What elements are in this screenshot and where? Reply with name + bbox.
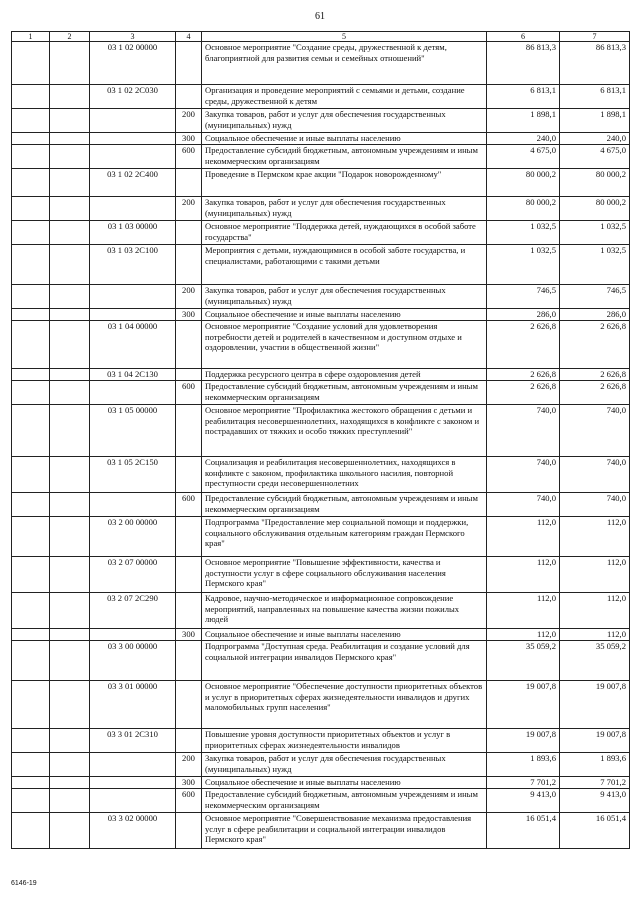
cell-expense-type: 600 (176, 493, 202, 517)
cell-target-code: 03 3 01 00000 (90, 681, 176, 729)
cell-name: Социальное обеспечение и иные выплаты населению (202, 629, 487, 641)
cell-target-code: 03 3 02 00000 (90, 813, 176, 849)
cell-amount-2: 112,0 (560, 593, 630, 629)
cell-col-2 (50, 681, 90, 729)
cell-expense-type (176, 221, 202, 245)
cell-expense-type (176, 405, 202, 457)
cell-amount-1: 1 898,1 (487, 109, 560, 133)
cell-target-code: 03 1 05 00000 (90, 405, 176, 457)
footer-code: 6146-19 (11, 880, 37, 887)
cell-col-1 (12, 245, 50, 285)
cell-amount-1: 112,0 (487, 557, 560, 593)
cell-expense-type (176, 681, 202, 729)
cell-col-1 (12, 777, 50, 789)
cell-expense-type: 200 (176, 109, 202, 133)
cell-col-2 (50, 457, 90, 493)
cell-col-1 (12, 309, 50, 321)
cell-expense-type: 200 (176, 197, 202, 221)
cell-expense-type: 600 (176, 145, 202, 169)
cell-expense-type (176, 517, 202, 557)
cell-target-code (90, 381, 176, 405)
cell-amount-2: 80 000,2 (560, 169, 630, 197)
table-row (12, 369, 630, 381)
cell-amount-1: 740,0 (487, 405, 560, 457)
cell-amount-1: 240,0 (487, 133, 560, 145)
cell-amount-2: 9 413,0 (560, 789, 630, 813)
cell-expense-type (176, 641, 202, 681)
cell-amount-2: 19 007,8 (560, 729, 630, 753)
cell-col-2 (50, 109, 90, 133)
cell-target-code (90, 197, 176, 221)
cell-col-2 (50, 381, 90, 405)
cell-amount-1: 2 626,8 (487, 321, 560, 369)
cell-name: Закупка товаров, работ и услуг для обеспечения государственных (муниципальных) нужд (202, 285, 487, 309)
cell-col-2 (50, 285, 90, 309)
cell-expense-type: 300 (176, 309, 202, 321)
table-row (12, 221, 630, 245)
cell-expense-type (176, 42, 202, 85)
cell-amount-1: 80 000,2 (487, 169, 560, 197)
cell-name: Закупка товаров, работ и услуг для обеспечения государственных (муниципальных) нужд (202, 109, 487, 133)
cell-expense-type: 600 (176, 381, 202, 405)
cell-amount-1: 112,0 (487, 593, 560, 629)
column-header-1: 1 (12, 32, 50, 42)
table-row (12, 85, 630, 109)
cell-amount-2: 1 898,1 (560, 109, 630, 133)
cell-col-1 (12, 557, 50, 593)
table-row (12, 309, 630, 321)
cell-amount-2: 80 000,2 (560, 197, 630, 221)
cell-col-1 (12, 405, 50, 457)
cell-amount-2: 16 051,4 (560, 813, 630, 849)
cell-col-2 (50, 813, 90, 849)
cell-expense-type (176, 169, 202, 197)
cell-expense-type (176, 85, 202, 109)
cell-amount-2: 1 032,5 (560, 221, 630, 245)
cell-amount-1: 16 051,4 (487, 813, 560, 849)
cell-amount-2: 2 626,8 (560, 321, 630, 369)
cell-col-1 (12, 109, 50, 133)
cell-amount-2: 35 059,2 (560, 641, 630, 681)
cell-col-2 (50, 405, 90, 457)
cell-name: Предоставление субсидий бюджетным, автономным учреждениям и иным некоммерческим организациям (202, 145, 487, 169)
cell-col-1 (12, 169, 50, 197)
cell-amount-1: 1 893,6 (487, 753, 560, 777)
cell-target-code (90, 145, 176, 169)
cell-name: Мероприятия с детьми, нуждающимися в особой заботе государства, и специалистами, работающими с такими детьми (202, 245, 487, 285)
column-header-3: 3 (90, 32, 176, 42)
cell-col-2 (50, 133, 90, 145)
cell-col-2 (50, 729, 90, 753)
cell-col-2 (50, 85, 90, 109)
cell-target-code: 03 2 00 00000 (90, 517, 176, 557)
cell-amount-2: 286,0 (560, 309, 630, 321)
table-row (12, 197, 630, 221)
cell-amount-1: 35 059,2 (487, 641, 560, 681)
cell-amount-1: 2 626,8 (487, 381, 560, 405)
cell-col-1 (12, 753, 50, 777)
table-row (12, 133, 630, 145)
cell-target-code: 03 1 02 2С400 (90, 169, 176, 197)
cell-col-1 (12, 493, 50, 517)
cell-expense-type (176, 593, 202, 629)
cell-amount-2: 740,0 (560, 457, 630, 493)
cell-amount-1: 9 413,0 (487, 789, 560, 813)
table-row (12, 245, 630, 285)
cell-target-code: 03 1 03 2С100 (90, 245, 176, 285)
cell-target-code: 03 1 04 00000 (90, 321, 176, 369)
cell-col-2 (50, 245, 90, 285)
table-row (12, 285, 630, 309)
cell-col-2 (50, 493, 90, 517)
table-row (12, 557, 630, 593)
cell-target-code: 03 2 07 2С290 (90, 593, 176, 629)
cell-amount-2: 19 007,8 (560, 681, 630, 729)
cell-name: Кадровое, научно-методическое и информационное сопровождение мероприятий, направленных на повышение качества жизни пожилых людей (202, 593, 487, 629)
cell-name: Социальное обеспечение и иные выплаты населению (202, 133, 487, 145)
cell-col-2 (50, 145, 90, 169)
cell-col-1 (12, 85, 50, 109)
cell-target-code (90, 629, 176, 641)
cell-target-code: 03 2 07 00000 (90, 557, 176, 593)
cell-target-code (90, 493, 176, 517)
table-row (12, 789, 630, 813)
cell-col-1 (12, 197, 50, 221)
table-row (12, 457, 630, 493)
cell-name: Подпрограмма "Предоставление мер социальной помощи и поддержки, социального обслуживания отдельным категориям граждан Пермского края" (202, 517, 487, 557)
cell-target-code (90, 309, 176, 321)
budget-table (11, 31, 630, 849)
cell-amount-2: 740,0 (560, 405, 630, 457)
cell-name: Закупка товаров, работ и услуг для обеспечения государственных (муниципальных) нужд (202, 197, 487, 221)
cell-amount-2: 2 626,8 (560, 369, 630, 381)
cell-amount-1: 19 007,8 (487, 729, 560, 753)
cell-amount-2: 112,0 (560, 517, 630, 557)
cell-amount-2: 112,0 (560, 629, 630, 641)
cell-col-2 (50, 42, 90, 85)
cell-amount-1: 286,0 (487, 309, 560, 321)
column-header-4: 4 (176, 32, 202, 42)
cell-amount-1: 7 701,2 (487, 777, 560, 789)
cell-amount-1: 86 813,3 (487, 42, 560, 85)
cell-col-2 (50, 777, 90, 789)
cell-name: Социализация и реабилитация несовершеннолетних, находящихся в конфликте с законом, профилактика школьного насилия, повторной преступности среди несовершеннолетних (202, 457, 487, 493)
cell-amount-1: 112,0 (487, 517, 560, 557)
cell-col-1 (12, 681, 50, 729)
cell-name: Основное мероприятие "Повышение эффективности, качества и доступности услуг в сфере социального обслуживания населения Пермского края" (202, 557, 487, 593)
table-row (12, 681, 630, 729)
cell-name: Закупка товаров, работ и услуг для обеспечения государственных (муниципальных) нужд (202, 753, 487, 777)
cell-col-1 (12, 42, 50, 85)
cell-col-1 (12, 133, 50, 145)
cell-expense-type (176, 729, 202, 753)
cell-amount-2: 6 813,1 (560, 85, 630, 109)
cell-target-code (90, 133, 176, 145)
cell-col-2 (50, 629, 90, 641)
cell-target-code (90, 789, 176, 813)
table-row (12, 405, 630, 457)
cell-amount-1: 746,5 (487, 285, 560, 309)
cell-expense-type: 200 (176, 285, 202, 309)
cell-name: Организация и проведение мероприятий с семьями и детьми, создание среды, дружественной к детям (202, 85, 487, 109)
table-row (12, 145, 630, 169)
cell-amount-2: 86 813,3 (560, 42, 630, 85)
cell-expense-type: 300 (176, 133, 202, 145)
cell-col-1 (12, 813, 50, 849)
page-number: 61 (315, 11, 325, 22)
cell-col-2 (50, 321, 90, 369)
cell-target-code: 03 1 02 00000 (90, 42, 176, 85)
cell-col-2 (50, 309, 90, 321)
cell-target-code: 03 1 03 00000 (90, 221, 176, 245)
cell-name: Предоставление субсидий бюджетным, автономным учреждениям и иным некоммерческим организациям (202, 493, 487, 517)
cell-col-1 (12, 729, 50, 753)
cell-col-2 (50, 517, 90, 557)
cell-amount-2: 746,5 (560, 285, 630, 309)
cell-col-1 (12, 321, 50, 369)
cell-target-code: 03 1 05 2С150 (90, 457, 176, 493)
table-row (12, 493, 630, 517)
cell-name: Социальное обеспечение и иные выплаты населению (202, 777, 487, 789)
cell-name: Поддержка ресурсного центра в сфере оздоровления детей (202, 369, 487, 381)
cell-amount-2: 112,0 (560, 557, 630, 593)
cell-amount-2: 4 675,0 (560, 145, 630, 169)
column-header-5: 5 (202, 32, 487, 42)
cell-amount-2: 1 893,6 (560, 753, 630, 777)
cell-col-2 (50, 789, 90, 813)
cell-amount-1: 6 813,1 (487, 85, 560, 109)
table-row (12, 169, 630, 197)
cell-name: Подпрограмма "Доступная среда. Реабилитация и создание условий для социальной интеграции инвалидов Пермского края" (202, 641, 487, 681)
cell-amount-1: 4 675,0 (487, 145, 560, 169)
cell-target-code (90, 753, 176, 777)
cell-amount-1: 1 032,5 (487, 221, 560, 245)
cell-col-1 (12, 285, 50, 309)
cell-name: Предоставление субсидий бюджетным, автономным учреждениям и иным некоммерческим организациям (202, 381, 487, 405)
cell-amount-2: 740,0 (560, 493, 630, 517)
cell-name: Основное мероприятие "Создание среды, дружественной к детям, благоприятной для развития семьи и семейных отношений" (202, 42, 487, 85)
cell-amount-1: 1 032,5 (487, 245, 560, 285)
table-row (12, 42, 630, 85)
table-body (12, 42, 630, 849)
table-row (12, 777, 630, 789)
cell-name: Проведение в Пермском крае акции "Подарок новорожденному" (202, 169, 487, 197)
column-header-2: 2 (50, 32, 90, 42)
cell-expense-type (176, 245, 202, 285)
table-header-row (12, 32, 630, 42)
column-header-7: 7 (560, 32, 630, 42)
cell-name: Основное мероприятие "Поддержка детей, нуждающихся в особой заботе государства" (202, 221, 487, 245)
cell-col-1 (12, 221, 50, 245)
cell-name: Повышение уровня доступности приоритетных объектов и услуг в приоритетных сферах жизнедеятельности инвалидов (202, 729, 487, 753)
cell-name: Основное мероприятие "Профилактика жестокого обращения с детьми и реабилитация несовершеннолетних, находящихся в конфликте с законом и пострадавших от тяжких и особо тяжких преступлений" (202, 405, 487, 457)
table-row (12, 729, 630, 753)
cell-amount-1: 740,0 (487, 457, 560, 493)
table-row (12, 629, 630, 641)
table-row (12, 321, 630, 369)
table-row (12, 109, 630, 133)
cell-amount-2: 7 701,2 (560, 777, 630, 789)
cell-name: Основное мероприятие "Обеспечение доступности приоритетных объектов и услуг в приоритетных сферах жизнедеятельности инвалидов и других маломобильных групп населения" (202, 681, 487, 729)
cell-name: Основное мероприятие "Совершенствование механизма предоставления услуг в сфере реабилитации и социальной интеграции инвалидов Пермского края" (202, 813, 487, 849)
cell-col-1 (12, 145, 50, 169)
cell-expense-type: 300 (176, 777, 202, 789)
table-row (12, 753, 630, 777)
cell-name: Основное мероприятие "Создание условий для удовлетворения потребности детей и родителей в качественном и доступном отдыхе и оздоровлении, участии в общественной жизни" (202, 321, 487, 369)
cell-expense-type: 200 (176, 753, 202, 777)
cell-name: Социальное обеспечение и иные выплаты населению (202, 309, 487, 321)
cell-amount-1: 19 007,8 (487, 681, 560, 729)
cell-amount-1: 80 000,2 (487, 197, 560, 221)
cell-col-1 (12, 517, 50, 557)
table-row (12, 381, 630, 405)
cell-col-2 (50, 593, 90, 629)
cell-target-code (90, 285, 176, 309)
cell-expense-type (176, 813, 202, 849)
cell-expense-type: 600 (176, 789, 202, 813)
cell-amount-2: 240,0 (560, 133, 630, 145)
cell-amount-1: 740,0 (487, 493, 560, 517)
cell-target-code: 03 1 04 2С130 (90, 369, 176, 381)
cell-target-code: 03 3 00 00000 (90, 641, 176, 681)
cell-col-2 (50, 369, 90, 381)
cell-col-1 (12, 369, 50, 381)
cell-col-2 (50, 221, 90, 245)
table-row (12, 641, 630, 681)
cell-amount-2: 1 032,5 (560, 245, 630, 285)
cell-target-code (90, 109, 176, 133)
cell-col-2 (50, 197, 90, 221)
cell-col-1 (12, 593, 50, 629)
table-row (12, 593, 630, 629)
cell-target-code (90, 777, 176, 789)
cell-col-1 (12, 789, 50, 813)
cell-col-2 (50, 753, 90, 777)
cell-col-1 (12, 457, 50, 493)
cell-amount-1: 112,0 (487, 629, 560, 641)
cell-target-code: 03 1 02 2С030 (90, 85, 176, 109)
table-row (12, 517, 630, 557)
cell-expense-type: 300 (176, 629, 202, 641)
cell-target-code: 03 3 01 2С310 (90, 729, 176, 753)
cell-amount-1: 2 626,8 (487, 369, 560, 381)
cell-expense-type (176, 557, 202, 593)
cell-col-1 (12, 629, 50, 641)
table-row (12, 813, 630, 849)
cell-expense-type (176, 321, 202, 369)
cell-name: Предоставление субсидий бюджетным, автономным учреждениям и иным некоммерческим организациям (202, 789, 487, 813)
cell-expense-type (176, 369, 202, 381)
cell-amount-2: 2 626,8 (560, 381, 630, 405)
cell-col-1 (12, 381, 50, 405)
cell-expense-type (176, 457, 202, 493)
cell-col-2 (50, 169, 90, 197)
column-header-6: 6 (487, 32, 560, 42)
cell-col-2 (50, 557, 90, 593)
cell-col-2 (50, 641, 90, 681)
cell-col-1 (12, 641, 50, 681)
